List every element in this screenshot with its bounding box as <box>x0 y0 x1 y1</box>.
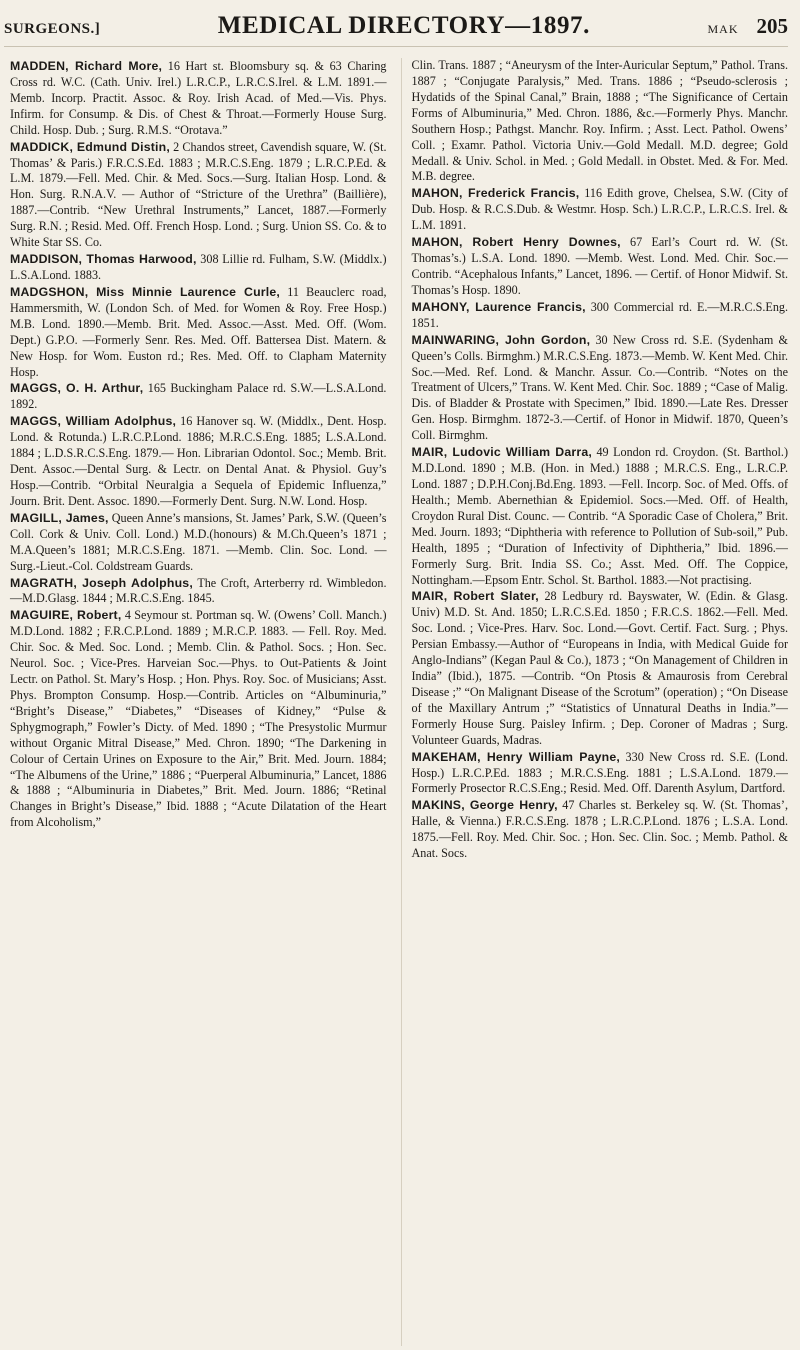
text-columns <box>6 58 788 1346</box>
page-header <box>4 12 788 47</box>
running-head-abbr: MAK <box>707 22 739 36</box>
entry-details: 116 Edith grove, Chelsea, S.W. (City of Dub. Hosp. & R.C.S.Dub. & Westmr. Hosp. Sch.) L.R.C.P., L.R.C.S. Irel. & L.M. 1891. <box>411 186 788 233</box>
entry-name: MAGUIRE, Robert, <box>10 608 122 623</box>
directory-entry <box>10 575 387 608</box>
directory-entry <box>10 607 387 831</box>
entry-details: 4 Seymour st. Portman sq. W. (Owens’ Coll. Manch.) M.D.Lond. 1882 ; F.R.C.P.Lond. 1889 ; M.R.C.P. 1883. — Fell. Roy. Med. Chir. Soc. & Med. Soc. Lond. ; Memb. Clin. & Pathol. Socs. ; Hon. Sec. Neurol. Soc. ; Vice-Pres. Harveian Soc.—Phys. to Out-Patients & Joint Lectr. on Pathol. St. Mary’s Hosp. ; Hon. Phys. Roy. Soc. of Musicians; Asst. Phys. Brompton Consump. Hosp.—Contrib. Articles on “Albuminuria,” “Bright’s Disease,” “Diabetes,” “Diseases of Kidney,” “Pulse & Sphygmograph,” Fowler’s Dicty. of Med. 1890 ; “The Presystolic Murmur without Organic Mitral Disease,” Med. Chron. 1890; “The Darkening in Colour of Certain Urines on Exposure to the Air,” Brit. Med. Journ. 1884; “The Albumens of the Urine,” 1886 ; “Puerperal Albuminuria,” Lancet, 1886 & 1888 ; “Albuminuria in Diabetes,” Brit. Med. Journ. 1886; “Retinal Changes in Bright’s Disease,” Ibid. 1888 ; “Acute Dilatation of the Heart from Alcoholism,” <box>10 608 387 830</box>
entry-details: The Croft, Arterberry rd. Wimbledon.—M.D.Glasg. 1844 ; M.R.C.S.Eng. 1845. <box>10 575 387 606</box>
entry-details: 28 Ledbury rd. Bayswater, W. (Edin. & Glasg. Univ) M.D. St. And. 1850; L.R.C.S.Ed. 1850 ; F.R.C.S. 1862.—Fell. Med. Soc. Lond. ; Vice-Pres. Harv. Soc. Lond.—Govt. Certif. Fact. Surg. ; Phys. Persian Embassy.—Author of “Europeans in India, with Medical Guide for Anglo-Indians” (Kegan Paul & Co.), 1873 ; “On Management of Children in India” (Ibid.), 1875. —Contrib. “On Ptosis & Amaurosis from Cerebral Disease ;” “On Malignant Disease of the Scrotum” (operation) ; “On Disease of the Maxillary Antrum ;” “Statistics of Unnatural Deaths in India.”—Formerly House Surg. Paisley Infirm. ; Dep. Coroner of Madras ; Surg. Volunteer Guards, Madras. <box>411 589 788 747</box>
entry-name: MAHON, Robert Henry Downes, <box>411 235 621 250</box>
directory-entry <box>412 444 789 588</box>
entry-name: MAHONY, Laurence Francis, <box>411 299 586 314</box>
directory-entry <box>10 139 387 251</box>
entry-details: 67 Earl’s Court rd. W. (St. Thomas’s.) L.S.A. Lond. 1890. —Memb. West. Lond. Med. Chir. Soc.—Contrib. “Acephalous Infants,” Lancet, 1896. — Certif. of Honor Midwif. St. Thomas’s Hosp. 1890. <box>411 235 788 297</box>
directory-entry <box>10 413 387 510</box>
directory-entry <box>412 234 789 299</box>
directory-entry <box>412 185 789 234</box>
directory-entry <box>412 332 789 444</box>
left-column <box>6 58 387 1346</box>
entry-details: Clin. Trans. 1887 ; “Aneurysm of the Inter-Auricular Septum,” Pathol. Trans. 1887 ; “Conjugate Paralysis,” Med. Trans. 1886 ; “Pseudo-sclerosis ; Hydatids of the Spinal Canal,” Brain, 1888 ; “The Significance of Certain Forms of Albuminuria,” Med. Chron. 1886, &c.—Formerly Phys. Manchr. Southern Hosp.; Pathgst. Manchr. Roy. Infirm. ; Asst. Lect. Pathol. Owens’ Coll. ; Examr. Pathol. Victoria Univ.—Gold Medall. M.D. degree; Gold Medall. & Univ. Schol. in Med. ; Gold Medall. in Obstet. Med. & For. Med. M.B. degree. <box>411 58 788 184</box>
entry-details: 300 Commercial rd. E.—M.R.C.S.Eng. 1851. <box>411 299 788 330</box>
entry-details: 2 Chandos street, Cavendish square, W. (St. Thomas’ & Paris.) F.R.C.S.Ed. 1883 ; M.R.C.S.Eng. 1879 ; L.R.C.P.Ed. & L.M. 1879.—Fell. Med. Chir. & Med. Socs.—Surg. Italian Hosp. Lond. & Hon. Surg. R.N.A.V. — Author of “Stricture of the Urethra” (Baillière), 1887.—Contrib. “New Urethral Instruments,” Lancet, 1887.—Formerly Surg. R.N. ; Resid. Med. Off. French Hosp. Lond. ; Surg. Union SS. Co. & to White Star SS. Co. <box>10 139 387 250</box>
entry-name: MAIR, Ludovic William Darra, <box>411 445 593 460</box>
directory-entry <box>10 284 387 381</box>
directory-entry <box>10 58 387 139</box>
entry-name: MADDICK, Edmund Distin, <box>10 139 170 154</box>
entry-details: 16 Hart st. Bloomsbury sq. & 63 Charing Cross rd. W.C. (Cath. Univ. Irel.) L.R.C.P., L.R.C.S.Irel. & L.M. 1891.—Memb. Incorp. Practit. Assoc. & Roy. Irish Acad. of Med.—Vis. Phys. Infirm. for Consump. & Dis. of Chest & Throat.—Formerly House Surg. Child. Hosp. Dub. ; Surg. R.M.S. “Orotava.” <box>10 59 387 137</box>
entry-name: MAGRATH, Joseph Adolphus, <box>10 575 193 590</box>
entry-details: 11 Beauclerc road, Hammersmith, W. (London Sch. of Med. for Women & Roy. Free Hosp.) M.B. Lond. 1890.—Memb. Brit. Med. Assoc.—Asst. Med. Off. (Wom. Dept.) G.P.O. —Formerly Senr. Res. Med. Off. Battersea Dist. Matern. & New Hosp. for Wom. Euston rd.; Res. Med. Off. to Clapham Maternity Hosp. <box>10 284 387 379</box>
directory-entry <box>412 588 789 748</box>
entry-name: MAGGS, William Adolphus, <box>10 414 177 429</box>
directory-entry <box>412 797 789 862</box>
entry-name: MADDISON, Thomas Harwood, <box>10 252 197 267</box>
entry-name: MAGGS, O. H. Arthur, <box>10 381 144 396</box>
entry-details: 308 Lillie rd. Fulham, S.W. (Middlx.) L.S.A.Lond. 1883. <box>10 252 387 282</box>
entry-details: Queen Anne’s mansions, St. James’ Park, S.W. (Queen’s Coll. Cork & Univ. Coll. Lond.) M.D.(honours) & M.Ch.Queen’s 1871 ; M.A.Queen’s 1881; M.R.C.S.Eng. 1871. —Memb. Clin. Soc. Lond. — Surg.-Lieut.-Col. Coldstream Guards. <box>10 510 387 573</box>
page-number: 205 <box>756 14 788 38</box>
directory-entry <box>412 299 789 332</box>
directory-entry <box>10 251 387 284</box>
directory-entry <box>10 510 387 575</box>
entry-name: MAINWARING, John Gordon, <box>411 332 591 347</box>
entry-name: MAHON, Frederick Francis, <box>411 186 580 201</box>
page-title: MEDICAL DIRECTORY—1897. <box>217 12 590 39</box>
right-column <box>401 58 789 1346</box>
entry-details: 330 New Cross rd. S.E. (Lond. Hosp.) L.R.C.P.Ed. 1883 ; M.R.C.S.Eng. 1881 ; L.S.A.Lond. 1879.— Formerly Prosector R.C.S.Eng.; Resid. Med. Off. Darenth Asylum, Dartford. <box>411 749 788 796</box>
entry-details: 30 New Cross rd. S.E. (Sydenham & Queen’s Colls. Birmghm.) M.R.C.S.Eng. 1873.—Memb. W. Kent Med. Chir. Soc.—Med. Ref. Lond. & Manchr. Assur. Co.—Contrib. “Notes on the Treatment of Ulcers,” Trans. W. Kent Med. Chir. Soc. 1889 ; “Case of Malig. Dis. of Bladder & Prostate with Specimen,” Ibid. 1890.—Late Res. Dresser Gen. Hosp. Birmghm. 1872-3.—Certif. of Honor in Midwif. 1870, Queen’s Coll. Birmghm. <box>411 332 788 443</box>
entry-details: 16 Hanover sq. W. (Middlx., Dent. Hosp. Lond. & Rotunda.) L.R.C.P.Lond. 1886; M.R.C.S.Eng. 1885; L.S.A.Lond. 1884 ; L.D.S.R.C.S.Eng. 1879.— Hon. Librarian Odontol. Soc.; Memb. Brit. Dent. Assoc.—Dental Surg. & Lectr. on Dental Anat. & Physiol. Guy’s Hosp.—Contrib. “Orbital Neuralgia a Sequela of Epidemic Influenza,” Journ. Brit. Dent. Assoc. 1890.—Formerly Dent. Surg. N.W. Lond. Hosp. <box>10 414 387 508</box>
entry-name: MADGSHON, Miss Minnie Laurence Curle, <box>10 284 281 299</box>
section-label: SURGEONS.] <box>4 21 101 37</box>
directory-entry <box>412 58 789 185</box>
entry-name: MAIR, Robert Slater, <box>411 589 539 604</box>
entry-name: MAGILL, James, <box>10 510 109 525</box>
entry-details: 47 Charles st. Berkeley sq. W. (St. Thomas’, Halle, & Vienna.) F.R.C.S.Eng. 1878 ; L.R.C.P.Lond. 1876 ; L.S.A. Lond. 1875.—Fell. Roy. Med. Chir. Soc. ; Hon. Sec. Clin. Soc. ; Memb. Pathol. & Anat. Socs. <box>411 798 788 861</box>
entry-details: 49 London rd. Croydon. (St. Barthol.) M.D.Lond. 1890 ; M.B. (Hon. in Med.) 1888 ; M.R.C.S. Eng., L.R.C.P. Lond. 1887 ; D.P.H.Conj.Bd.Eng. 1893. —Fell. Incorp. Soc. of Med. Offs. of Health.; Memb. Abernethian & Epidemiol. Socs.—Med. Off. of Health, Croydon Rural Dist. Counc. — Contrib. “A Sporadic Case of Cholera,” Brit. Med. Journ. 1893; “Diphtheria with reference to Pollution of Sub-soil,” Pub. Health, 1895 ; “Duration of Infectivity of Diphtheria,” Ibid. 1896.—Formerly Surg. Brit. India SS. Co.; Asst. Med. Off. The Coppice, Nottingham.—Epsom Entr. Schol. St. Barthol. 1883.—Not practising. <box>411 445 788 587</box>
header-right <box>707 14 788 39</box>
directory-entry <box>10 380 387 413</box>
entry-name: MAKEHAM, Henry William Payne, <box>411 749 621 764</box>
entry-name: MADDEN, Richard More, <box>10 59 163 73</box>
entry-details: 165 Buckingham Palace rd. S.W.—L.S.A.Lond. 1892. <box>10 381 387 412</box>
directory-entry <box>412 749 789 798</box>
entry-name: MAKINS, George Henry, <box>411 798 558 813</box>
